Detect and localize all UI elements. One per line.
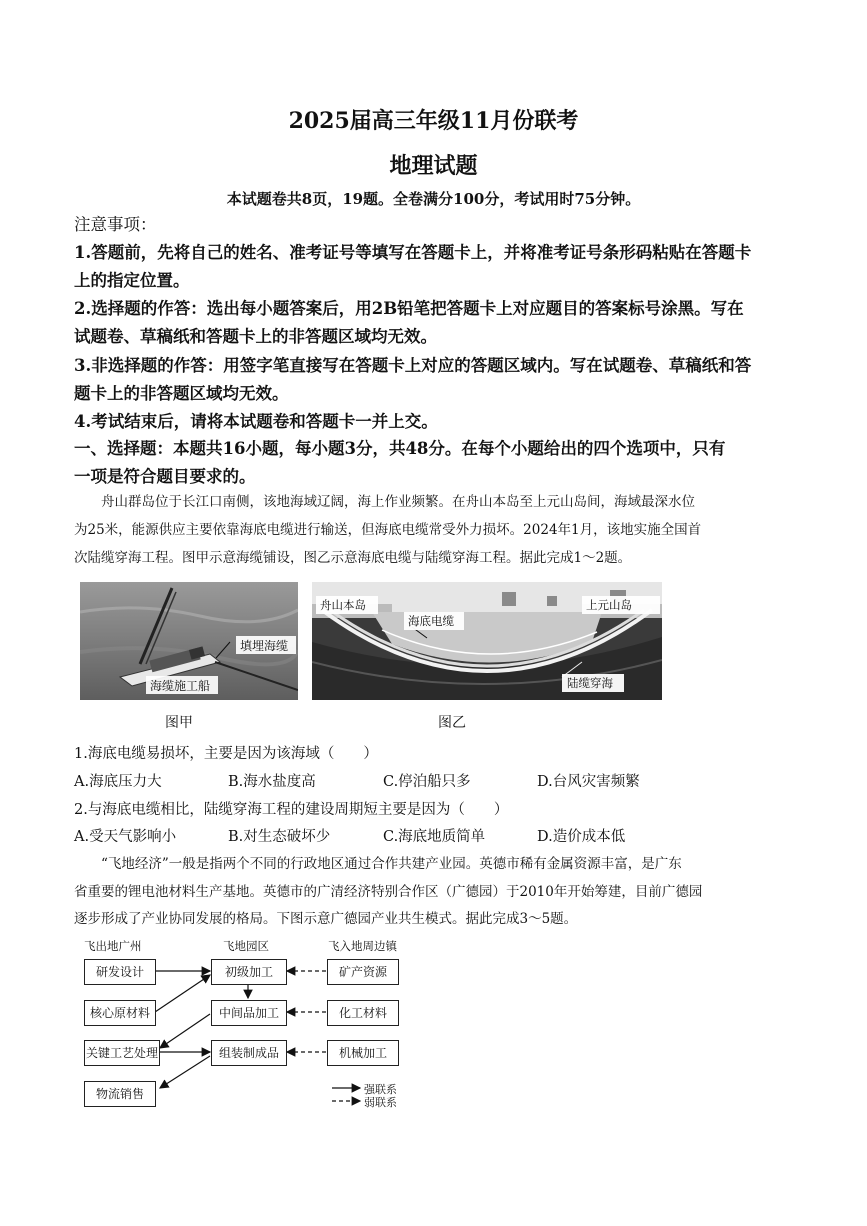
note-line: 1.答题前，先将自己的姓名、准考证号等填写在答题卡上，并将准考证号条形码粘贴在答题卡 [74, 243, 752, 262]
subject-title: 地理试题 [389, 153, 478, 179]
symbiosis-diagram [80, 938, 410, 1110]
passage-line: “飞地经济”一般是指两个不同的行政地区通过合作共建产业园。英德市稀有金属资源丰富，是广东 [74, 856, 682, 872]
q2-option-b[interactable]: B.对生态破坏少 [228, 829, 331, 845]
section-heading: 一、选择题：本题共16小题，每小题3分，共48分。在每个小题给出的四个选项中，只有 [74, 439, 726, 458]
box-key-process: 关键工艺处理 [84, 1040, 160, 1066]
notes-heading: 注意事项： [74, 215, 157, 234]
label-fill-cable: 填埋海缆 [240, 639, 289, 653]
label-shangyuan-island: 上元山岛 [586, 598, 632, 612]
q1-option-a[interactable]: A.海底压力大 [74, 774, 162, 790]
box-chemical-materials: 化工材料 [327, 1000, 399, 1026]
label-land-cable-crossing: 陆缆穿海 [567, 676, 613, 690]
exam-info: 本试题卷共8页，19题。全卷满分100分，考试用时75分钟。 [226, 190, 641, 208]
box-mineral-resources: 矿产资源 [327, 959, 399, 985]
box-machinery: 机械加工 [327, 1040, 399, 1066]
q2-option-a[interactable]: A.受天气影响小 [74, 829, 177, 845]
q2-option-c[interactable]: C.海底地质简单 [383, 829, 486, 845]
box-logistics-sales: 物流销售 [84, 1081, 156, 1107]
question-1-stem: 1.海底电缆易损坏，主要是因为该海域（ ） [74, 746, 378, 762]
question-2-stem: 2.与海底电缆相比，陆缆穿海工程的建设周期短主要是因为（ ） [74, 802, 509, 818]
box-rnd-design: 研发设计 [84, 959, 156, 985]
note-line: 4.考试结束后，请将本试题卷和答题卡一并上交。 [74, 412, 438, 431]
q2-option-d[interactable]: D.造价成本低 [537, 829, 626, 845]
column-head-enclave: 飞地园区 [223, 939, 269, 953]
column-head-destination: 飞入地周边镇 [328, 939, 397, 953]
box-core-materials: 核心原材料 [84, 1000, 156, 1026]
passage-line: 逐步形成了产业协同发展的格局。下图示意广德园产业共生模式。据此完成3～5题。 [74, 911, 578, 927]
q1-option-b[interactable]: B.海水盐度高 [228, 774, 316, 790]
box-assembly: 组装制成品 [211, 1040, 287, 1066]
legend-weak: 弱联系 [364, 1096, 397, 1109]
exam-title: 2025届高三年级11月份联考 [288, 108, 579, 134]
section-heading: 一项是符合题目要求的。 [74, 467, 256, 486]
legend-strong: 强联系 [364, 1083, 397, 1096]
q1-option-d[interactable]: D.台风灾害频繁 [537, 774, 640, 790]
column-head-origin: 飞出地广州 [84, 939, 142, 953]
figure-b-section [312, 582, 662, 700]
passage-line: 为25米，能源供应主要依靠海底电缆进行输送，但海底电缆常受外力损坏。2024年1月，该地实施全国首 [74, 522, 702, 538]
note-line: 3.非选择题的作答：用签字笔直接写在答题卡上对应的答题区域内。写在试题卷、草稿纸和答 [74, 356, 752, 375]
note-line: 试题卷、草稿纸和答题卡上的非答题区域均无效。 [74, 327, 437, 346]
passage-line: 次陆缆穿海工程。图甲示意海缆铺设，图乙示意海底电缆与陆缆穿海工程。据此完成1～2题。 [74, 550, 632, 566]
figure-b-caption: 图乙 [438, 715, 466, 731]
q1-option-c[interactable]: C.停泊船只多 [383, 774, 471, 790]
note-line: 2.选择题的作答：选出每小题答案后，用2B铅笔把答题卡上对应题目的答案标号涂黑。写在 [74, 299, 744, 318]
passage-line: 省重要的锂电池材料生产基地。英德市的广清经济特别合作区（广德园）于2010年开始筹建，目前广德园 [74, 884, 703, 900]
label-seabed-cable: 海底电缆 [408, 614, 454, 628]
note-line: 题卡上的非答题区域均无效。 [74, 384, 289, 403]
figure-a-caption: 图甲 [165, 715, 193, 731]
box-intermediate-processing: 中间品加工 [211, 1000, 287, 1026]
passage-line: 舟山群岛位于长江口南侧，该地海域辽阔，海上作业频繁。在舟山本岛至上元山岛间，海域最深水位 [74, 494, 695, 510]
box-primary-processing: 初级加工 [211, 959, 287, 985]
note-line: 上的指定位置。 [74, 271, 190, 290]
label-cable-ship: 海缆施工船 [150, 679, 211, 693]
figure-a-photo [80, 582, 298, 700]
label-zhoushan-island: 舟山本岛 [320, 598, 366, 612]
